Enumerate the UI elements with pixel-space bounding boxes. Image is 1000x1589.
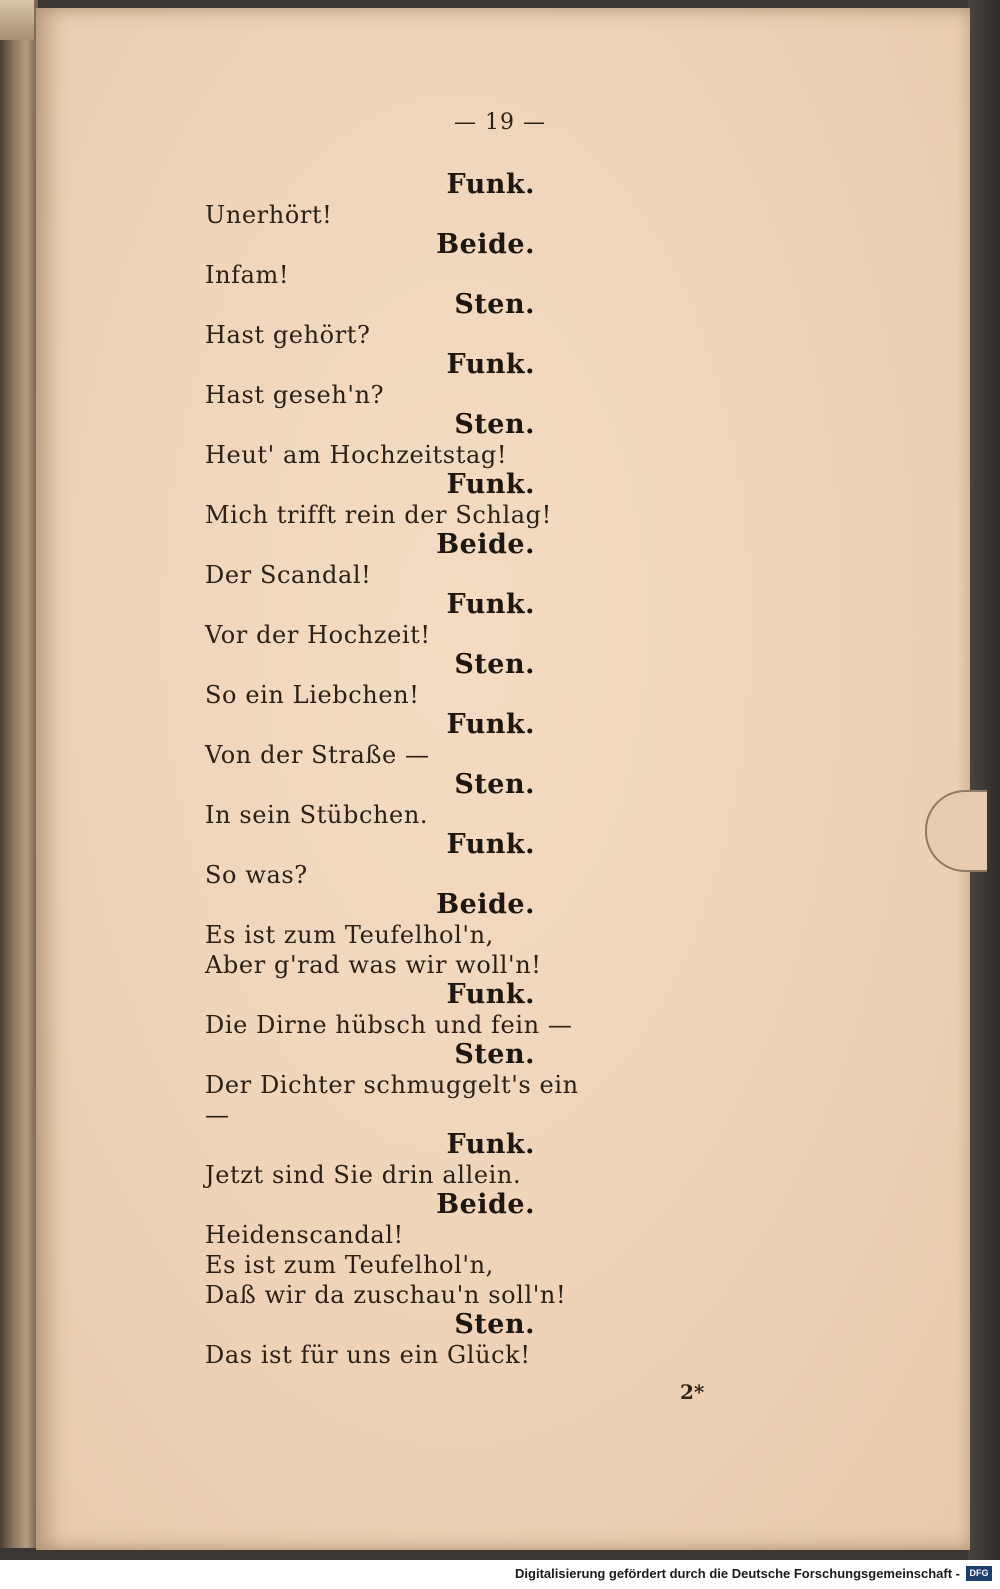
verse-line: Daß wir da zuschau'n soll'n! — [205, 1281, 567, 1309]
verse-line: Heidenscandal! — [205, 1221, 404, 1249]
dfg-logo: DFG — [966, 1566, 992, 1581]
printer-signature: 2* — [680, 1380, 705, 1404]
verse-line: Infam! — [205, 261, 290, 289]
speaker-name: Sten. — [454, 649, 535, 680]
verse-line: Mich trifft rein der Schlag! — [205, 501, 552, 529]
speaker-name: Sten. — [454, 1309, 535, 1340]
speaker-name: Beide. — [436, 1189, 535, 1220]
speaker-name: Sten. — [454, 289, 535, 320]
speaker-name: Beide. — [436, 529, 535, 560]
speaker-name: Funk. — [446, 169, 535, 200]
speaker-name: Funk. — [446, 1129, 535, 1160]
verse-line: Es ist zum Teufelhol'n, — [205, 921, 494, 949]
verse-line: Heut' am Hochzeitstag! — [205, 441, 508, 469]
speaker-name: Sten. — [454, 409, 535, 440]
verse-line: Das ist für uns ein Glück! — [205, 1341, 531, 1369]
book-spine — [0, 0, 38, 1548]
verse-line: Vor der Hochzeit! — [205, 621, 431, 649]
digitization-footer — [0, 1560, 1000, 1589]
verse-line: Der Scandal! — [205, 561, 372, 589]
verse-line: In sein Stübchen. — [205, 801, 429, 829]
verse-line: Unerhört! — [205, 201, 333, 229]
verse-line: Es ist zum Teufelhol'n, — [205, 1251, 494, 1279]
verse-line: Hast geseh'n? — [205, 381, 385, 409]
speaker-name: Sten. — [454, 769, 535, 800]
spine-edge — [0, 0, 34, 40]
verse-line: Der Dichter schmuggelt's ein — — [205, 1071, 579, 1129]
speaker-name: Sten. — [454, 1039, 535, 1070]
speaker-name: Funk. — [446, 469, 535, 500]
verse-line: Jetzt sind Sie drin allein. — [205, 1161, 522, 1189]
speaker-name: Funk. — [446, 829, 535, 860]
speaker-name: Funk. — [446, 709, 535, 740]
verse-line: Aber g'rad was wir woll'n! — [205, 951, 542, 979]
verse-line: Die Dirne hübsch und fein — — [205, 1011, 573, 1039]
speaker-name: Funk. — [446, 349, 535, 380]
speaker-name: Funk. — [446, 589, 535, 620]
speaker-name: Beide. — [436, 889, 535, 920]
speaker-name: Funk. — [446, 979, 535, 1010]
verse-line: Hast gehört? — [205, 321, 371, 349]
verse-line: Von der Straße — — [205, 741, 430, 769]
speaker-name: Beide. — [436, 229, 535, 260]
binding-board — [968, 0, 1000, 1560]
verse-line: So ein Liebchen! — [205, 681, 420, 709]
dialogue-text — [205, 170, 585, 1370]
verse-line: So was? — [205, 861, 308, 889]
footer-credit: Digitalisierung gefördert durch die Deutsche Forschungsgemeinschaft - — [515, 1566, 960, 1581]
page-number: — 19 — — [454, 110, 546, 135]
